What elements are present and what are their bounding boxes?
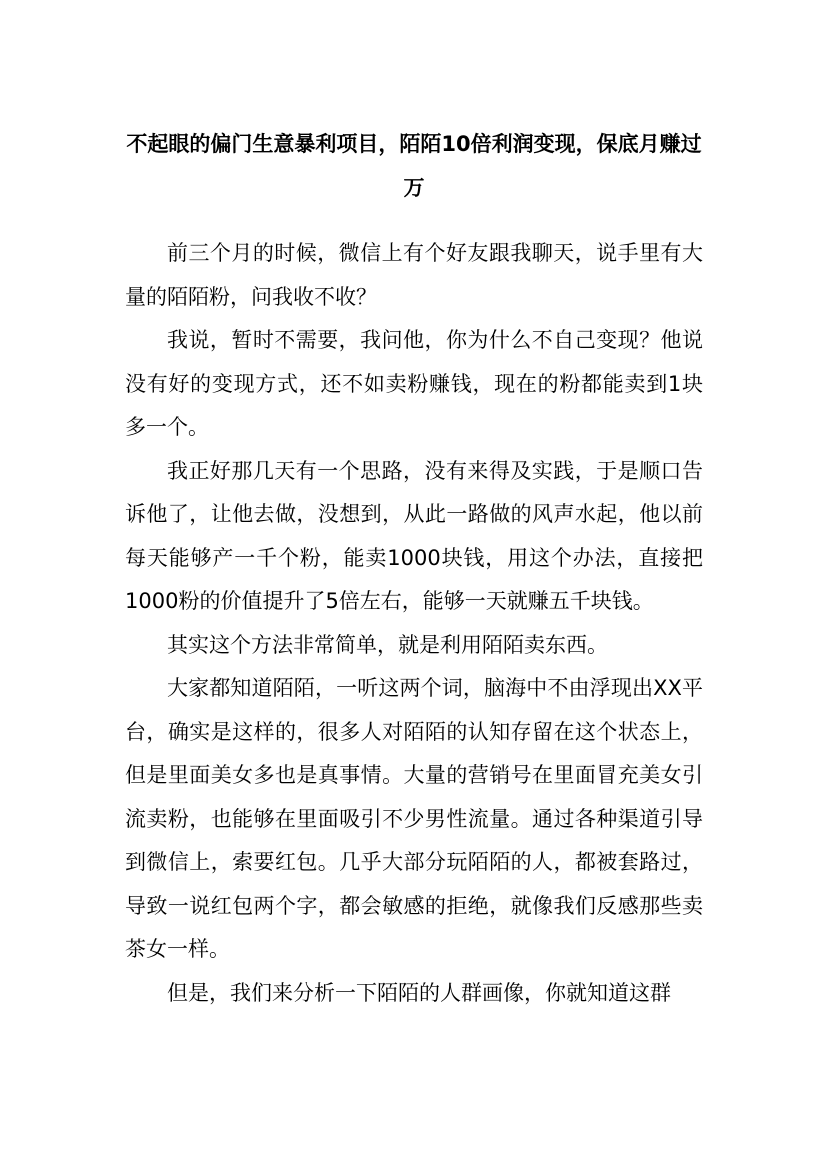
paragraph: 前三个月的时候，微信上有个好友跟我聊天，说手里有大量的陌陌粉，问我收不收？ bbox=[125, 241, 703, 309]
paragraph: 我正好那几天有一个思路，没有来得及实践，于是顺口告诉他了，让他去做，没想到，从此一路做的风声水起，他以前每天能够产一千个粉，能卖1000块钱，用这个办法，直接把1000粉的价值提升了5倍左右，能够一天就赚五千块钱。 bbox=[125, 458, 703, 613]
paragraph: 其实这个方法非常简单，就是利用陌陌卖东西。 bbox=[167, 632, 608, 657]
document-title: 不起眼的偏门生意暴利项目，陌陌10倍利润变现，保底月赚过万 bbox=[126, 132, 702, 200]
paragraph: 但是，我们来分析一下陌陌的人群画像，你就知道这群 bbox=[167, 980, 671, 1005]
paragraph: 我说，暂时不需要，我问他，你为什么不自己变现？他说没有好的变现方式，还不如卖粉赚钱，现在的粉都能卖到1块多一个。 bbox=[125, 328, 703, 439]
document-body bbox=[125, 232, 703, 1015]
paragraph: 大家都知道陌陌，一听这两个词，脑海中不由浮现出XX平台，确实是这样的，很多人对陌陌的认知存留在这个状态上，但是里面美女多也是真事情。大量的营销号在里面冒充美女引流卖粉，也能够在里面吸引不少男性流量。通过各种渠道引导到微信上，索要红包。几乎大部分玩陌陌的人，都被套路过，导致一说红包两个字，都会敏感的拒绝，就像我们反感那些卖茶女一样。 bbox=[125, 676, 703, 961]
